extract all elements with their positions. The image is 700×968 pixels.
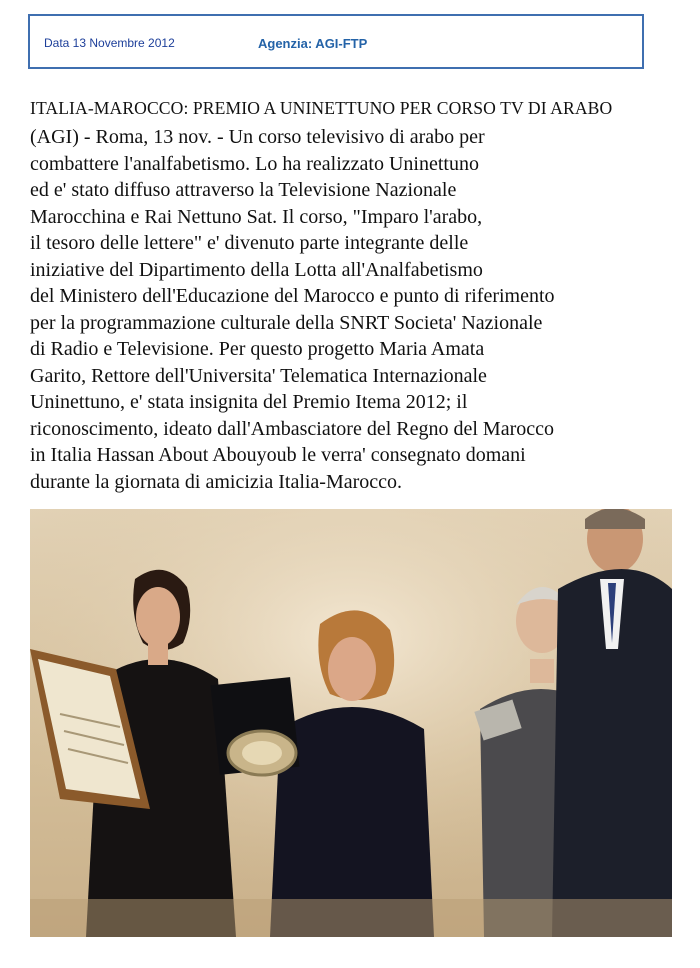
date-label: Data 13 Novembre 2012	[44, 36, 175, 50]
article-body	[30, 124, 680, 495]
article-line: Marocchina e Rai Nettuno Sat. Il corso, "Imparo l'arabo,	[30, 205, 483, 228]
article-line: riconoscimento, ideato dall'Ambasciatore del Regno del Marocco	[30, 417, 554, 440]
article-line: il tesoro delle lettere" e' divenuto parte integrante delle	[30, 232, 469, 254]
header-box	[28, 14, 644, 69]
article-line: combattere l'analfabetismo. Lo ha realizzato Uninettuno	[30, 152, 479, 175]
article-line: in Italia Hassan About Abouyoub le verra' consegnato domani	[30, 444, 526, 466]
article-line: di Radio e Televisione. Per questo progetto Maria Amata	[30, 338, 485, 360]
agency-label: Agenzia: AGI-FTP	[258, 36, 368, 51]
article-line: per la programmazione culturale della SNRT Societa' Nazionale	[30, 311, 543, 334]
award-ceremony-photo	[30, 509, 672, 937]
article-line: ed e' stato diffuso attraverso la Televisione Nazionale	[30, 179, 457, 201]
article-headline: ITALIA-MAROCCO: PREMIO A UNINETTUNO PER CORSO TV DI ARABO	[30, 98, 613, 118]
article-line: iniziative del Dipartimento della Lotta all'Analfabetismo	[30, 258, 483, 281]
award-ceremony-illustration	[30, 509, 672, 937]
article-line: Uninettuno, e' stata insignita del Premio Itema 2012; il	[30, 391, 468, 413]
article-line: durante la giornata di amicizia Italia-Marocco.	[30, 470, 403, 493]
award-plaque	[211, 677, 300, 775]
article-line: (AGI) - Roma, 13 nov. - Un corso televisivo di arabo per	[30, 126, 485, 148]
article-line: del Ministero dell'Educazione del Marocco e punto di riferimento	[30, 285, 555, 307]
article-line: Garito, Rettore dell'Universita' Telematica Internazionale	[30, 364, 487, 387]
